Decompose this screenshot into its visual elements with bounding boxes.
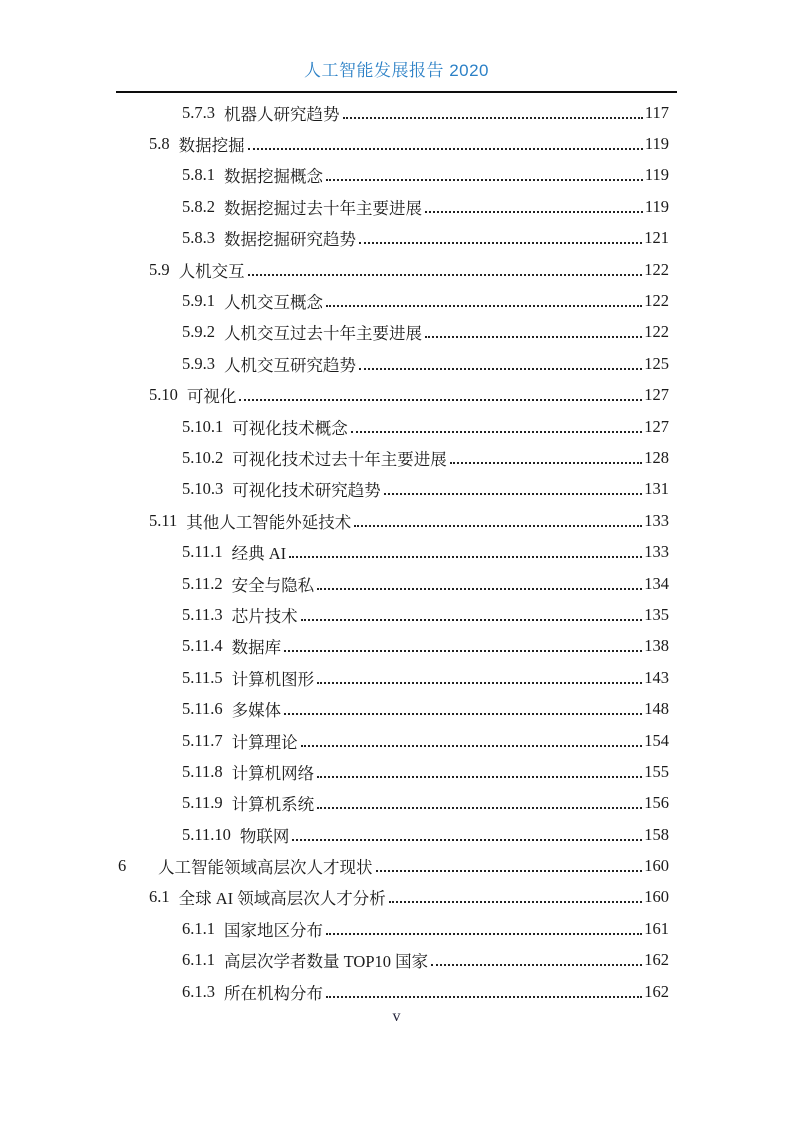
toc-entry-number: 5.8.3 <box>182 228 215 248</box>
dot-leader <box>326 179 643 181</box>
toc-entry-page: 131 <box>644 479 669 499</box>
dot-leader <box>317 807 642 809</box>
toc-entry-number: 5.11.6 <box>182 699 223 719</box>
dot-leader <box>239 399 642 401</box>
footer-page-number: v <box>392 1008 401 1025</box>
toc-entry-page: 125 <box>644 353 669 373</box>
toc-entry[interactable] <box>116 380 669 411</box>
toc-entry-number: 6.1.1 <box>182 950 215 970</box>
toc-entry-title: 可视化 <box>186 387 237 407</box>
dot-leader <box>284 650 642 652</box>
toc-entry-page: 121 <box>644 228 669 248</box>
toc-entry[interactable] <box>116 191 669 222</box>
toc-entry-page: 122 <box>644 259 669 279</box>
toc-entry-number: 5.10.2 <box>182 447 224 467</box>
toc-entry[interactable] <box>116 662 669 693</box>
toc-entry-title: 所在机构分布 <box>224 983 323 1003</box>
dot-leader <box>431 964 642 966</box>
toc-entry[interactable] <box>116 474 669 505</box>
toc-entry-page: 154 <box>644 730 669 750</box>
toc-entry[interactable] <box>116 128 669 159</box>
dot-leader <box>359 242 642 244</box>
toc-entry-number: 5.8 <box>149 134 170 154</box>
toc-entry[interactable] <box>116 348 669 379</box>
toc-entry-number: 5.11 <box>149 510 178 530</box>
toc-entry-title: 高层次学者数量 TOP10 国家 <box>224 952 429 972</box>
toc-entry[interactable] <box>116 850 669 881</box>
toc-entry-page: 119 <box>644 134 669 154</box>
toc-entry-title: 安全与隐私 <box>231 575 315 595</box>
dot-leader <box>248 148 643 150</box>
toc-entry-page: 158 <box>644 824 669 844</box>
dot-leader <box>326 996 642 998</box>
toc-entry-number: 6.1.3 <box>182 981 215 1001</box>
toc-entry[interactable] <box>116 976 669 1007</box>
toc-entry[interactable] <box>116 568 669 599</box>
toc-entry-page: 148 <box>644 699 669 719</box>
toc-entry-page: 122 <box>644 322 669 342</box>
toc-entry-page: 160 <box>644 887 669 907</box>
header-rule <box>116 91 677 93</box>
toc-entry-number: 5.9 <box>149 259 170 279</box>
toc-entry-page: 156 <box>644 793 669 813</box>
toc-entry[interactable] <box>116 693 669 724</box>
toc-entry-page: 117 <box>644 102 669 122</box>
toc-entry-page: 162 <box>644 981 669 1001</box>
toc-entry-title: 计算机图形 <box>231 669 315 689</box>
dot-leader <box>301 619 643 621</box>
toc-entry-title: 人机交互过去十年主要进展 <box>224 324 422 344</box>
dot-leader <box>317 776 642 778</box>
toc-entry-number: 5.8.1 <box>182 165 215 185</box>
toc-entry-number: 5.9.3 <box>182 353 215 373</box>
dot-leader <box>326 305 642 307</box>
toc-entry-number: 5.10 <box>149 385 178 405</box>
toc-entry-page: 162 <box>644 950 669 970</box>
toc-entry-title: 多媒体 <box>231 701 282 721</box>
toc-entry-page: 133 <box>644 542 669 562</box>
toc-entry-page: 119 <box>644 196 669 216</box>
toc-entry[interactable] <box>116 254 669 285</box>
toc-entry[interactable] <box>116 160 669 191</box>
dot-leader <box>354 525 642 527</box>
toc-entry-page: 155 <box>644 761 669 781</box>
toc-entry-page: 122 <box>644 291 669 311</box>
toc-entry[interactable] <box>116 442 669 473</box>
toc-entry-number: 5.11.8 <box>182 761 223 781</box>
toc-entry[interactable] <box>116 223 669 254</box>
toc-entry[interactable] <box>116 756 669 787</box>
dot-leader <box>425 336 642 338</box>
toc-entry-title: 物联网 <box>239 826 290 846</box>
dot-leader <box>389 901 642 903</box>
dot-leader <box>326 933 642 935</box>
dot-leader <box>351 431 643 433</box>
toc-entry-number: 5.9.2 <box>182 322 215 342</box>
dot-leader <box>343 117 643 119</box>
toc-entry[interactable] <box>116 725 669 756</box>
toc-entry-title: 数据挖掘概念 <box>224 167 323 187</box>
toc-entry-title: 数据挖掘过去十年主要进展 <box>224 198 422 218</box>
toc-entry[interactable] <box>116 97 669 128</box>
toc-entry[interactable] <box>116 317 669 348</box>
dot-leader <box>317 588 642 590</box>
toc-entry-page: 127 <box>644 385 669 405</box>
toc-entry-title: 数据挖掘研究趋势 <box>224 230 356 250</box>
toc-entry-number: 5.8.2 <box>182 196 215 216</box>
dot-leader <box>425 211 643 213</box>
toc-entry-title: 可视化技术研究趋势 <box>232 481 381 501</box>
toc-entry-title: 可视化技术概念 <box>232 418 348 438</box>
toc-entry-number: 5.11.4 <box>182 636 223 656</box>
toc-entry[interactable] <box>116 285 669 316</box>
toc-entry-title: 数据库 <box>231 638 282 658</box>
toc-entry-title: 人机交互 <box>178 261 245 281</box>
toc-entry-number: 5.11.9 <box>182 793 223 813</box>
dot-leader <box>292 839 642 841</box>
toc-entry[interactable] <box>116 882 669 913</box>
dot-leader <box>289 556 642 558</box>
dot-leader <box>384 493 643 495</box>
dot-leader <box>450 462 643 464</box>
toc-entry-title: 全球 AI 领域高层次人才分析 <box>178 889 386 909</box>
dot-leader <box>301 745 643 747</box>
toc-entry-title: 人机交互概念 <box>224 293 323 313</box>
toc-entry-title: 国家地区分布 <box>224 920 323 940</box>
toc-entry-number: 6.1.1 <box>182 918 215 938</box>
toc-entry-number: 5.11.7 <box>182 730 223 750</box>
dot-leader <box>376 870 643 872</box>
toc-entry-title: 计算机系统 <box>231 795 315 815</box>
toc-entry-number: 6 <box>118 856 127 876</box>
toc-entry-number: 5.11.3 <box>182 604 223 624</box>
dot-leader <box>248 274 643 276</box>
toc-entry-number: 5.11.2 <box>182 573 223 593</box>
toc-entry-title: 计算机网络 <box>231 763 315 783</box>
toc-entry-page: 143 <box>644 667 669 687</box>
toc-entry-page: 127 <box>644 416 669 436</box>
toc-entry[interactable] <box>116 913 669 944</box>
toc-entry-title: 人工智能领域高层次人才现状 <box>158 858 373 878</box>
toc-list <box>116 97 669 1007</box>
toc-entry-page: 128 <box>644 447 669 467</box>
toc-entry-title: 其他人工智能外延技术 <box>186 512 352 532</box>
toc-entry-title: 可视化技术过去十年主要进展 <box>232 449 447 469</box>
toc-entry-title: 机器人研究趋势 <box>224 104 340 124</box>
toc-entry-number: 5.7.3 <box>182 102 215 122</box>
toc-entry[interactable] <box>116 411 669 442</box>
toc-entry-page: 160 <box>644 856 669 876</box>
dot-leader <box>284 713 642 715</box>
toc-entry-number: 5.10.1 <box>182 416 224 436</box>
toc-entry-page: 119 <box>644 165 669 185</box>
toc-entry-number: 5.11.10 <box>182 824 231 844</box>
toc-entry-title: 人机交互研究趋势 <box>224 355 356 375</box>
dot-leader <box>317 682 642 684</box>
toc-entry-number: 5.10.3 <box>182 479 224 499</box>
toc-entry-title: 芯片技术 <box>231 606 298 626</box>
toc-entry-number: 5.9.1 <box>182 291 215 311</box>
toc-entry-number: 5.11.5 <box>182 667 223 687</box>
toc-entry-title: 经典 AI <box>231 544 287 564</box>
toc-entry[interactable] <box>116 505 669 536</box>
toc-entry[interactable] <box>116 788 669 819</box>
toc-entry-number: 6.1 <box>149 887 170 907</box>
dot-leader <box>359 368 642 370</box>
toc-entry-page: 138 <box>644 636 669 656</box>
running-header-title: 人工智能发展报告 2020 <box>303 61 490 80</box>
toc-entry-number: 5.11.1 <box>182 542 223 562</box>
toc-entry[interactable] <box>116 945 669 976</box>
toc-entry-title: 数据挖掘 <box>178 136 245 156</box>
toc-entry[interactable] <box>116 819 669 850</box>
toc-entry-title: 计算理论 <box>231 732 298 752</box>
toc-entry-page: 135 <box>644 604 669 624</box>
toc-entry-page: 161 <box>644 918 669 938</box>
toc-entry[interactable] <box>116 631 669 662</box>
toc-entry[interactable] <box>116 536 669 567</box>
toc-entry[interactable] <box>116 599 669 630</box>
toc-entry-page: 133 <box>644 510 669 530</box>
toc-entry-page: 134 <box>644 573 669 593</box>
